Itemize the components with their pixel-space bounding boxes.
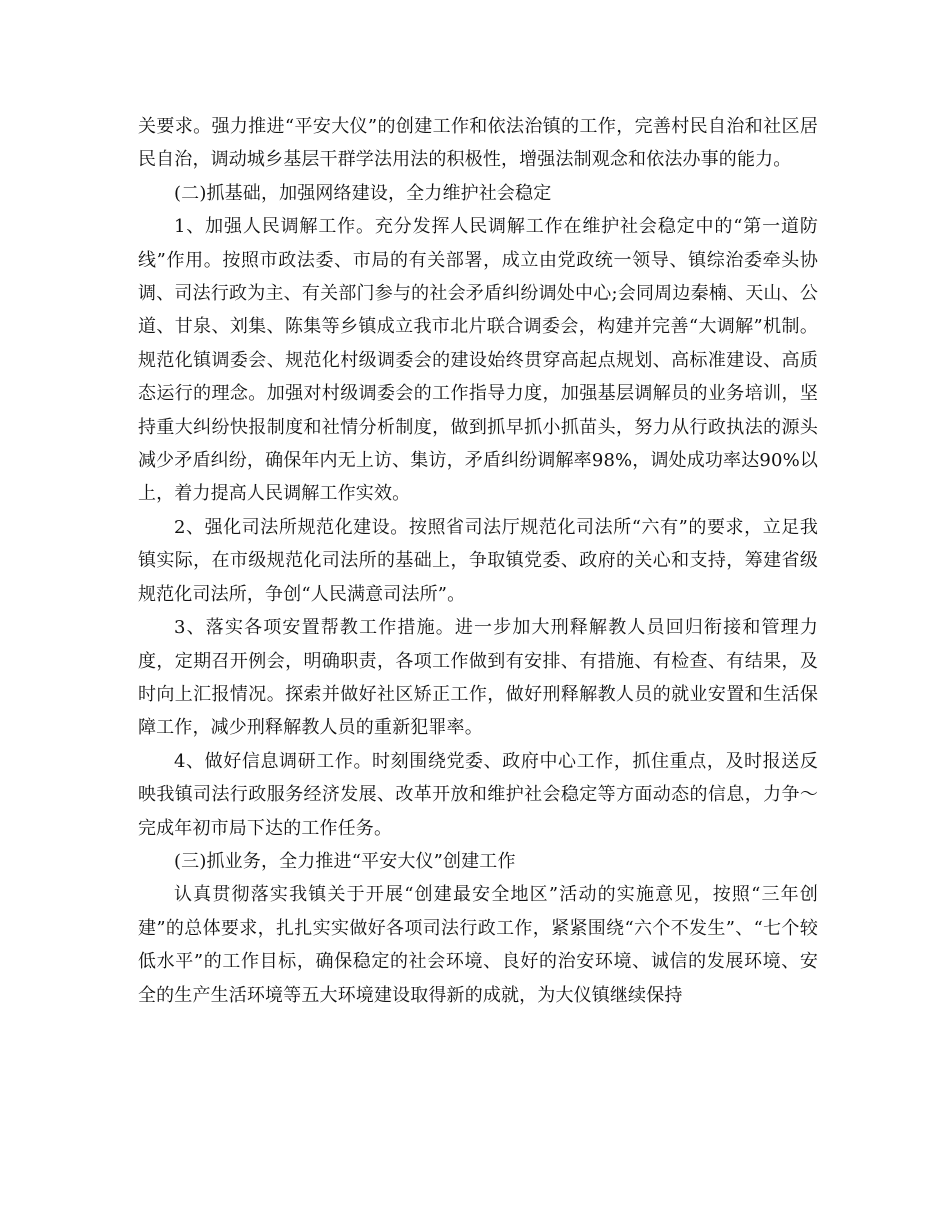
paragraph-safe-area: 认真贯彻落实我镇关于开展“创建最安全地区”活动的实施意见，按照“三年创建”的总体要求，扎扎实实做好各项司法行政工作，紧紧围绕“六个不发生”、“七个较低水平”的工作目标，确保稳定的社会环境、良好的治安环境、诚信的发展环境、安全的生产生活环境等五大环境建设取得新的成就，为大仪镇继续保持 [138, 884, 818, 1006]
section-heading-3: (三)抓业务，全力推进“平安大仪”创建工作 [174, 850, 516, 872]
paragraph-information-research: 4、做好信息调研工作。时刻围绕党委、政府中心工作，抓住重点，及时报送反映我镇司法行政服务经济发展、改革开放和维护社会稳定等方面动态的信息，力争～完成年初市局下达的工作任务。 [138, 750, 818, 839]
paragraph-mediation: 1、加强人民调解工作。充分发挥人民调解工作在维护社会稳定中的“第一道防线”作用。按照市政法委、市局的有关部署，成立由党政统一领导、镇综治委牵头协调、司法行政为主、有关部门参与的社会矛盾纠纷调处中心;会同周边秦楠、天山、公道、甘泉、刘集、陈集等乡镇成立我市北片联合调委会，构建并完善“大调解”机制。规范化镇调委会、规范化村级调委会的建设始终贯穿高起点规划、高标准建设、高质态运行的理念。加强对村级调委会的工作指导力度，加强基层调解员的业务培训，坚持重大纠纷快报制度和社情分析制度，做到抓早抓小抓苗头，努力从行政执法的源头减少矛盾纠纷，确保年内无上访、集访，矛盾纠纷调解率98%，调处成功率达90%以上，着力提高人民调解工作实效。 [138, 216, 818, 505]
paragraph-judicial-office: 2、强化司法所规范化建设。按照省司法厅规范化司法所“六有”的要求，立足我镇实际，在市级规范化司法所的基础上，争取镇党委、政府的关心和支持，筹建省级规范化司法所，争创“人民满意司法所”。 [138, 516, 818, 605]
paragraph-continuation: 关要求。强力推进“平安大仪”的创建工作和依法治镇的工作，完善村民自治和社区居民自治，调动城乡基层干群学法用法的积极性，增强法制观念和依法办事的能力。 [138, 116, 818, 171]
section-heading-2: (二)抓基础，加强网络建设，全力维护社会稳定 [174, 182, 552, 204]
document-body [138, 110, 818, 1012]
paragraph-resettlement: 3、落实各项安置帮教工作措施。进一步加大刑释解教人员回归衔接和管理力度，定期召开例会，明确职责，各项工作做到有安排、有措施、有检查、有结果，及时向上汇报情况。探索并做好社区矫正工作，做好刑释解教人员的就业安置和生活保障工作，减少刑释解教人员的重新犯罪率。 [138, 617, 818, 739]
